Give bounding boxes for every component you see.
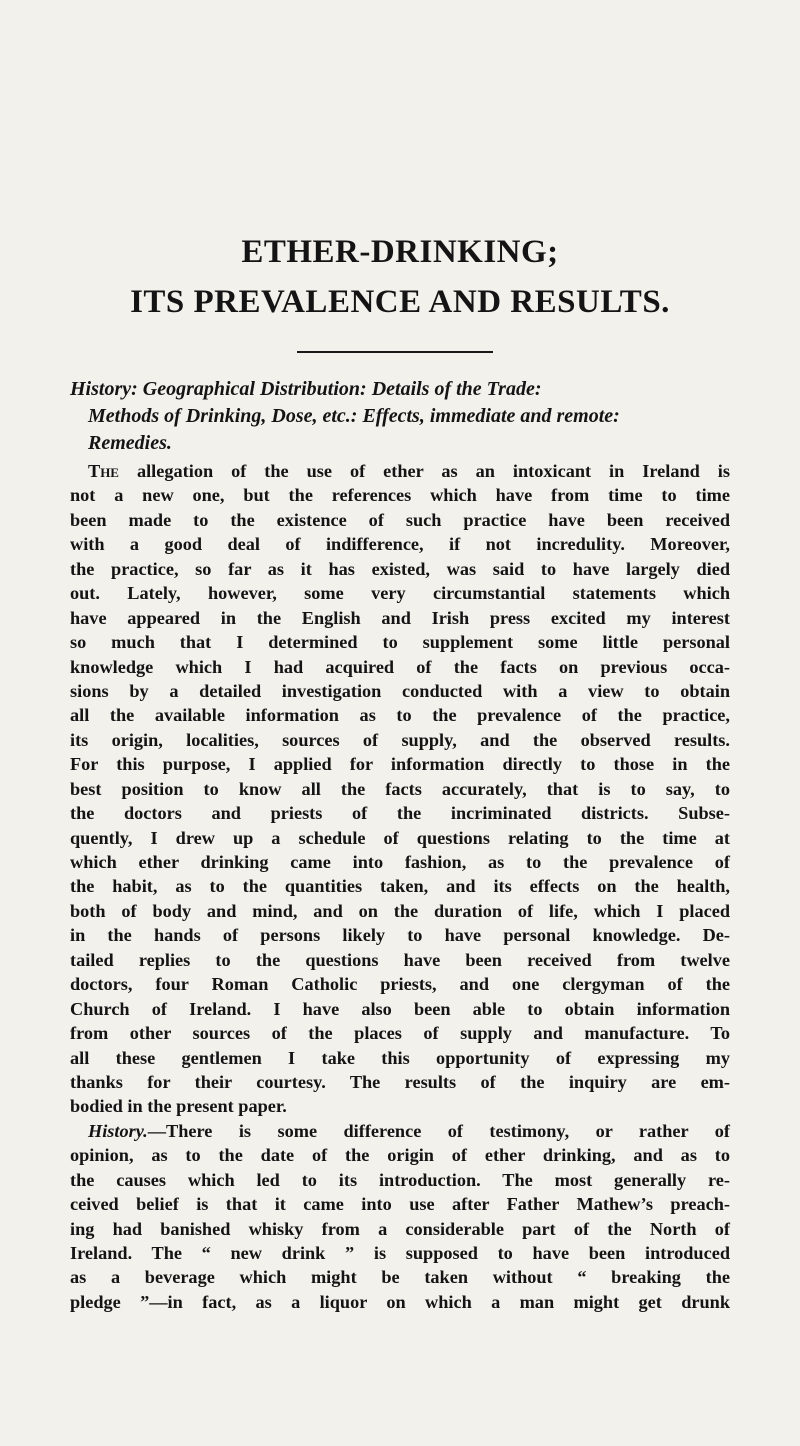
paragraph-line: Church of Ireland. I have also been able to obtain information — [70, 998, 730, 1019]
paragraph-line: not a new one, but the references which have from time to time — [70, 485, 730, 506]
synopsis-line: Methods of Drinking, Dose, etc.: Effects, immediate and remote: — [88, 405, 620, 427]
paragraph-line: The allegation of the use of ether as an intoxicant in Ireland is — [88, 461, 730, 481]
paragraph-line: as a beverage which might be taken without “ breaking the — [70, 1267, 730, 1288]
paragraph-line: tailed replies to the questions have been received from twelve — [70, 949, 730, 970]
paragraph-line: the causes which led to its introduction. The most generally re- — [70, 1169, 730, 1190]
paragraph-line: the habit, as to the quantities taken, and its effects on the health, — [70, 876, 730, 897]
paragraph-line: pledge ”—in fact, as a liquor on which a man might get drunk — [70, 1291, 730, 1312]
paragraph-line: For this purpose, I applied for information directly to those in the — [70, 754, 730, 775]
paragraph-line: sions by a detailed investigation conducted with a view to obtain — [70, 680, 730, 701]
paragraph-line: knowledge which I had acquired of the facts on previous occa- — [70, 656, 730, 677]
paragraph-line: Ireland. The “ new drink ” is supposed to have been introduced — [70, 1243, 730, 1263]
paragraph-line: History.—There is some difference of testimony, or rather of — [88, 1120, 730, 1141]
title-divider — [297, 351, 493, 353]
synopsis-line: History: Geographical Distribution: Details of the Trade: — [70, 378, 542, 400]
paragraph-line: which ether drinking came into fashion, as to the prevalence of — [70, 852, 730, 872]
paragraph-line: its origin, localities, sources of supply, and the observed results. — [70, 729, 730, 750]
page-subtitle-heading: ITS PREVALENCE AND RESULTS. — [130, 284, 670, 320]
section-run-in-heading: History. — [88, 1120, 148, 1141]
paragraph-line: all these gentlemen I take this opportunity of expressing my — [70, 1047, 730, 1068]
paragraph-line: the practice, so far as it has existed, was said to have largely died — [70, 558, 730, 579]
paragraph-line: in the hands of persons likely to have personal knowledge. De- — [70, 925, 730, 946]
paragraph-line: thanks for their courtesy. The results of the inquiry are em- — [70, 1071, 730, 1092]
body-text — [70, 459, 730, 1314]
paragraph-line: ing had banished whisky from a considerable part of the North of — [70, 1218, 730, 1239]
paragraph-line: both of body and mind, and on the duration of life, which I placed — [70, 900, 730, 921]
paragraph-line: opinion, as to the date of the origin of ether drinking, and as to — [70, 1145, 730, 1166]
paragraph-line: ceived belief is that it came into use after Father Mathew’s preach- — [70, 1194, 730, 1215]
drop-word: The — [88, 461, 119, 481]
page-title: ETHER-DRINKING; — [241, 234, 559, 270]
paragraph-line: best position to know all the facts accurately, that is to say, to — [70, 778, 730, 799]
paragraph-line: doctors, four Roman Catholic priests, and one clergyman of the — [70, 974, 730, 995]
synopsis-line: Remedies. — [88, 432, 172, 454]
paragraph-line: so much that I determined to supplement some little personal — [70, 632, 730, 653]
section-synopsis — [70, 376, 710, 457]
paragraph-line: bodied in the present paper. — [70, 1096, 287, 1117]
paragraph-line: with a good deal of indifference, if not incredulity. Moreover, — [70, 534, 730, 555]
paragraph-line: all the available information as to the prevalence of the practice, — [70, 705, 730, 726]
paragraph-line: out. Lately, however, some very circumstantial statements which — [70, 583, 730, 604]
paragraph-line: quently, I drew up a schedule of questions relating to the time at — [70, 827, 730, 848]
paragraph-line: the doctors and priests of the incriminated districts. Subse- — [70, 803, 730, 824]
paragraph-line: from other sources of the places of supply and manufacture. To — [70, 1023, 730, 1044]
paragraph-line: have appeared in the English and Irish press excited my interest — [70, 607, 730, 628]
paragraph-line: been made to the existence of such practice have been received — [70, 509, 730, 530]
